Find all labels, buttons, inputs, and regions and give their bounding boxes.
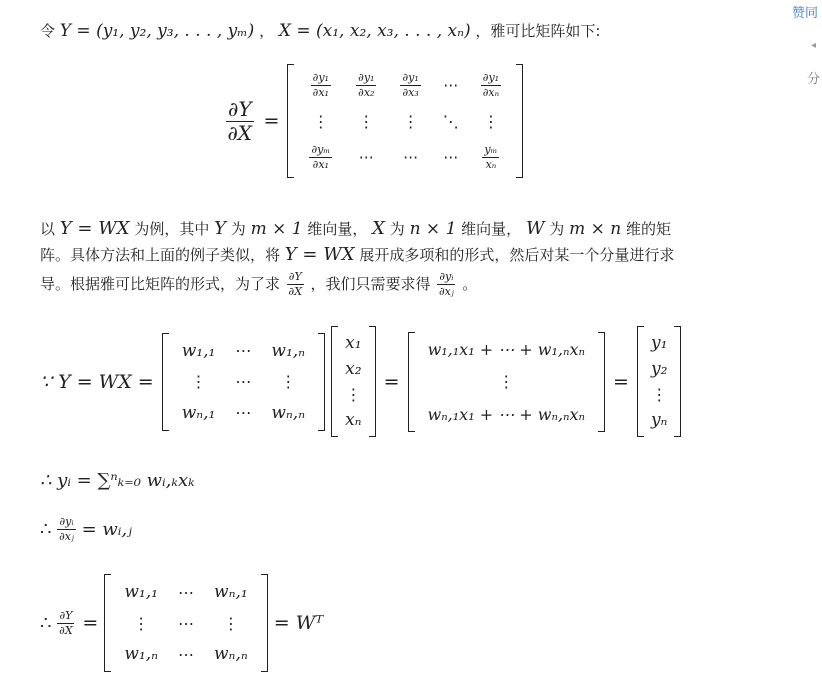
because-statement: ∵ Y = WX =	[40, 370, 154, 393]
w-matrix: w₁,₁ ⋯ w₁,ₙ ⋮ ⋯ ⋮ wₙ,₁ ⋯ wₙ,ₙ	[162, 333, 325, 431]
intro-suffix: ，雅可比矩阵如下:	[475, 22, 601, 40]
jacobian-lhs: $\frac{\partial Y}{\partial X}$	[227, 96, 253, 145]
x-definition: X = (x₁, x₂, x₃, . . . , xₙ)	[278, 21, 471, 41]
paragraph-line-3: 导。根据雅可比矩阵的形式，为了求 $\frac{\partial Y}{\partial X}$ ，我们只需要求得 $\frac{\text{∂yᵢ}}{\text{∂xⱼ}}$ 。	[40, 270, 478, 298]
result-transpose: ∴ $\frac{\partial Y}{\partial X}$ = w₁,₁ ⋯ wₙ,₁ ⋮ ⋯ ⋮ w₁,ₙ ⋯ wₙ,ₙ = Wᵀ	[40, 574, 323, 672]
jacobian-equation: $\frac{\partial Y}{\partial X}$ = $\frac{\text{∂y₁}}{\text{∂x₁}}$ $\frac{\text{∂y₁}}{\text{∂x₂}}$ $\frac{\text{∂y₁}}{\text{∂x₃}}$ ⋯ $\frac{\text{∂y₁}}{\text{∂xₙ}}$ ⋮ ⋮ ⋮ ⋱ ⋮ $\frac{\text{∂yₘ}}{\text{∂x₁}}$ ⋯ ⋯ ⋯ $\frac{\text{yₘ}}{\text{xₙ}}$	[224, 64, 523, 178]
jacobian-row-1: $\frac{\text{∂y₁}}{\text{∂x₁}}$ $\frac{\text{∂y₁}}{\text{∂x₂}}$ $\frac{\text{∂y₁}}{\text{∂x₃}}$ ⋯ $\frac{\text{∂y₁}}{\text{∂xₙ}}$	[312, 71, 500, 99]
intro-prefix: 令	[40, 22, 56, 40]
share-button[interactable]: 分	[806, 72, 820, 87]
right-sidebar	[791, 0, 822, 100]
jacobian-row-3: $\frac{\text{∂yₘ}}{\text{∂x₁}}$ ⋯ ⋯ ⋯ $\frac{\text{yₘ}}{\text{xₙ}}$	[311, 143, 498, 171]
x-vector: x₁ x₂ ⋮ xₙ	[331, 326, 375, 437]
paragraph-line-2: 阵。具体方法和上面的例子类似，将 Y = WX 展开成多项和的形式，然后对某一个分量进行求	[40, 244, 675, 265]
paragraph-line-1: 以 Y = WX 为例，其中 Y 为 m × 1 维向量， X 为 n × 1 维向量， W 为 m × n 维的矩	[40, 218, 671, 239]
y-vector: y₁ y₂ ⋮ yₙ	[637, 326, 682, 437]
jacobian-row-2: ⋮ ⋮ ⋮ ⋱ ⋮	[312, 111, 499, 131]
result-sum: ∴ yᵢ = ∑ⁿₖ₌₀ wᵢ,ₖxₖ	[40, 470, 195, 491]
expansion-equation: ∵ Y = WX = w₁,₁ ⋯ w₁,ₙ ⋮ ⋯ ⋮ wₙ,₁ ⋯ wₙ,ₙ x₁ x₂ ⋮ xₙ = w₁,₁x₁ + ⋯ + w₁,ₙxₙ ⋮ wₙ,₁x₁ + ⋯ + wₙ,ₙxₙ = y₁ y₂ ⋮ yₙ	[40, 326, 681, 437]
jacobian-matrix	[287, 64, 523, 178]
transpose-matrix: w₁,₁ ⋯ wₙ,₁ ⋮ ⋯ ⋮ w₁,ₙ ⋯ wₙ,ₙ	[104, 574, 267, 672]
sum-vector: w₁,₁x₁ + ⋯ + w₁,ₙxₙ ⋮ wₙ,₁x₁ + ⋯ + wₙ,ₙxₙ	[408, 332, 606, 432]
intro-line	[40, 18, 600, 44]
collapse-arrow-icon[interactable]: ◂	[810, 40, 816, 51]
like-button[interactable]: 赞同	[791, 6, 818, 21]
result-partial: ∴ $\frac{\text{∂yᵢ}}{\text{∂xⱼ}}$ = wᵢ,ⱼ	[40, 515, 132, 543]
intro-sep: ，	[259, 22, 275, 40]
y-definition: Y = (y₁, y₂, y₃, . . . , yₘ)	[59, 21, 255, 41]
